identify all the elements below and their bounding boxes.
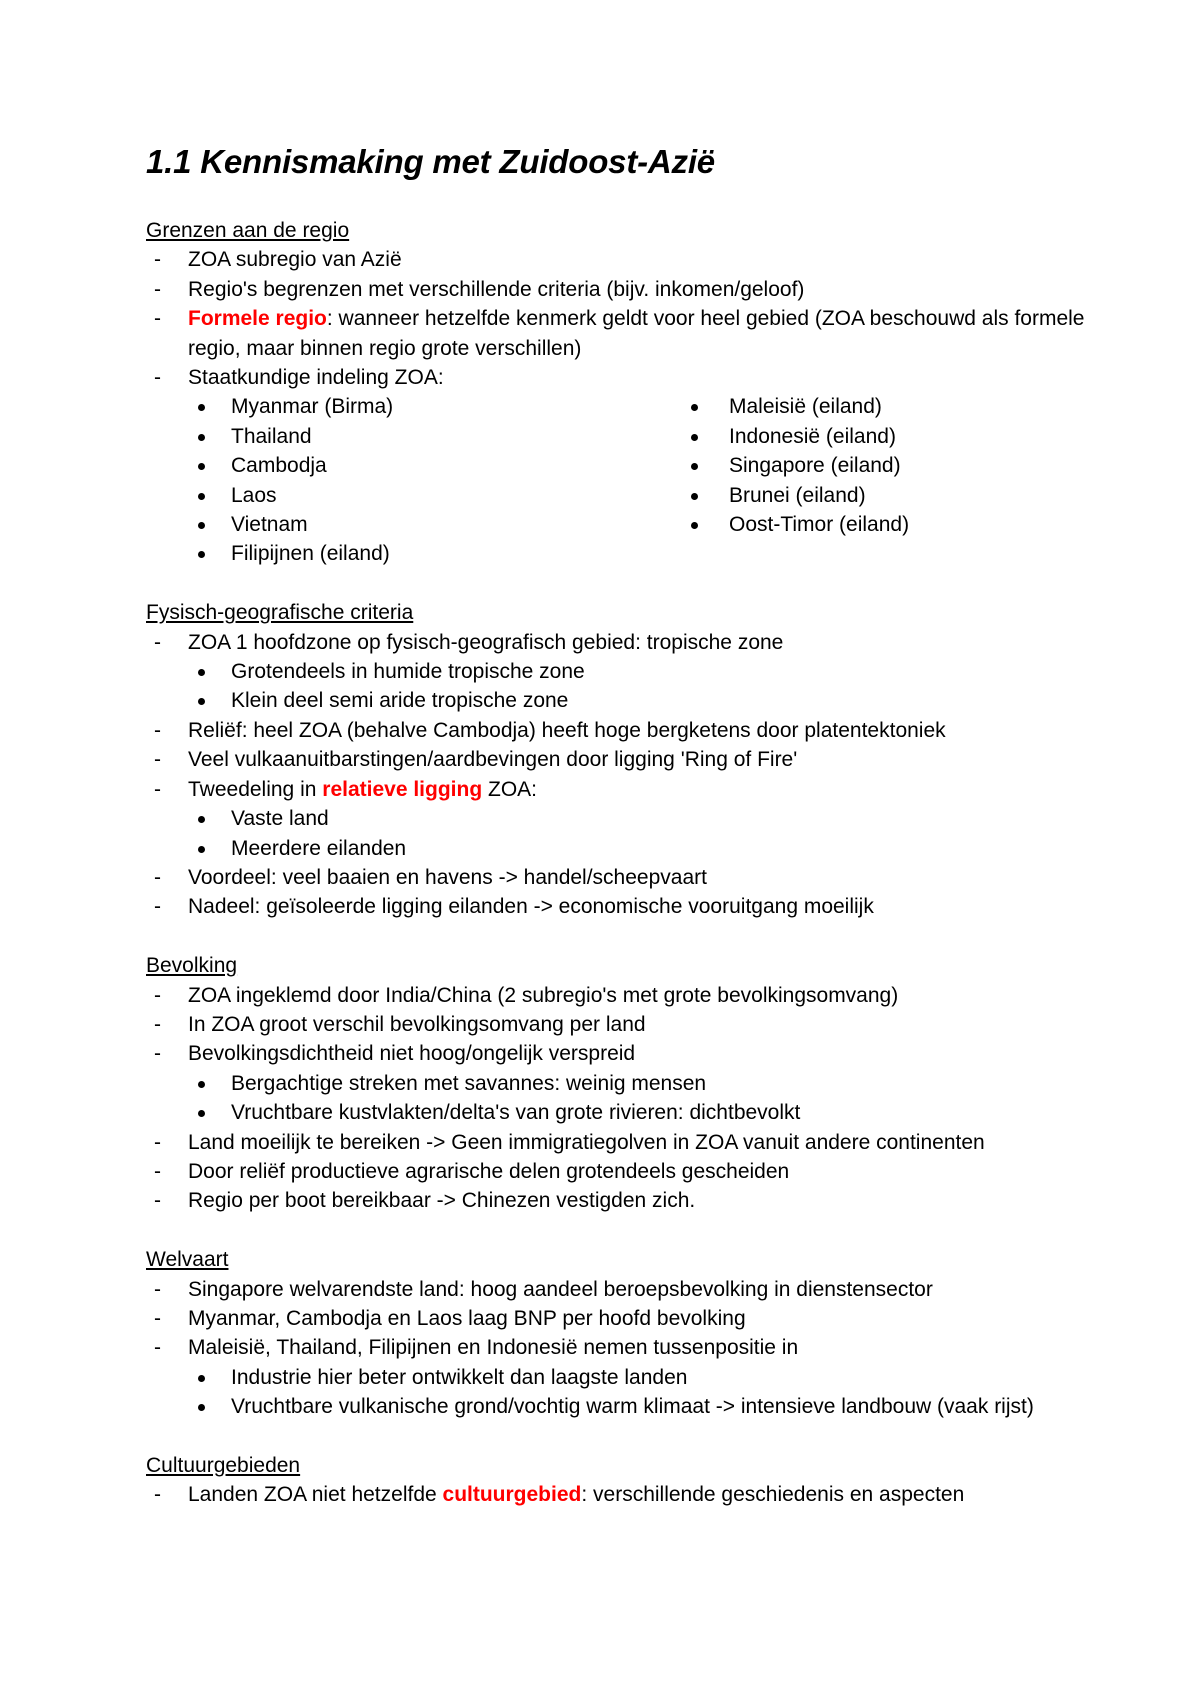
section-bevolking (146, 951, 1096, 1216)
section-heading: Grenzen aan de regio (146, 219, 350, 242)
page-title: 1.1 Kennismaking met Zuidoost-Azië (146, 143, 715, 180)
list-item: - ZOA 1 hoofdzone op fysisch-geografisch gebied: tropische zone (146, 628, 1096, 657)
list-item: - Myanmar, Cambodja en Laos laag BNP per hoofd bevolking (146, 1304, 1096, 1333)
list-item: - Regio per boot bereikbaar -> Chinezen vestigden zich. (146, 1186, 1096, 1215)
section-grenzen (146, 216, 1096, 569)
bullet-item: Indonesië (eiland) (639, 422, 1089, 451)
section-heading: Welvaart (146, 1248, 229, 1272)
section-cultuur (146, 1451, 1096, 1510)
list-item: - Maleisië, Thailand, Filipijnen en Indonesië nemen tussenpositie in (146, 1333, 1096, 1362)
bullet-item: Singapore (eiland) (639, 451, 1089, 480)
list-item: - Staatkundige indeling ZOA: (146, 363, 1096, 392)
list-item: - In ZOA groot verschil bevolkingsomvang per land (146, 1010, 1096, 1039)
list-item: - Door reliëf productieve agrarische delen grotendeels gescheiden (146, 1157, 1096, 1186)
bullet-item: Vietnam (146, 510, 639, 539)
bullet-item: Laos (146, 481, 639, 510)
document-body (146, 216, 1096, 1539)
list-item: - Nadeel: geïsoleerde ligging eilanden -> economische vooruitgang moeilijk (146, 892, 1096, 921)
list-item-text: ZOA: (482, 777, 537, 801)
bullet-item: Myanmar (Birma) (146, 392, 639, 421)
list-item: - Voordeel: veel baaien en havens -> handel/scheepvaart (146, 863, 1096, 892)
section-welvaart (146, 1245, 1096, 1421)
bullet-item: Grotendeels in humide tropische zone (146, 657, 1096, 686)
list-item: - ZOA ingeklemd door India/China (2 subregio's met grote bevolkingsomvang) (146, 981, 1096, 1010)
bullet-item: Industrie hier beter ontwikkelt dan laagste landen (146, 1363, 1096, 1392)
bullet-item: Maleisië (eiland) (639, 392, 1089, 421)
list-item (146, 304, 1096, 363)
bullet-item: Brunei (eiland) (639, 481, 1089, 510)
bullet-item: Oost-Timor (eiland) (639, 510, 1089, 539)
highlighted-term: cultuurgebied (442, 1483, 582, 1507)
list-item: - Reliëf: heel ZOA (behalve Cambodja) heeft hoge bergketens door platentektoniek (146, 716, 1096, 745)
country-column-right (639, 392, 1089, 568)
section-heading: Fysisch-geografische criteria (146, 601, 414, 625)
list-item: - Bevolkingsdichtheid niet hoog/ongelijk verspreid (146, 1039, 1096, 1068)
list-item-text: Landen ZOA niet hetzelfde (188, 1483, 443, 1507)
list-item (146, 775, 1096, 804)
highlighted-term: relatieve ligging (322, 777, 483, 801)
list-item-text: Tweedeling in (188, 777, 323, 801)
list-item (146, 1480, 1096, 1509)
bullet-item: Klein deel semi aride tropische zone (146, 686, 1096, 715)
list-item: - Singapore welvarendste land: hoog aandeel beroepsbevolking in dienstensector (146, 1275, 1096, 1304)
section-heading: Bevolking (146, 954, 238, 978)
bullet-item: Thailand (146, 422, 639, 451)
list-item: - Land moeilijk te bereiken -> Geen immigratiegolven in ZOA vanuit andere continenten (146, 1128, 1096, 1157)
bullet-item: Vaste land (146, 804, 1096, 833)
section-heading: Cultuurgebieden (146, 1454, 301, 1477)
bullet-item: Cambodja (146, 451, 639, 480)
list-item: - Veel vulkaanuitbarstingen/aardbevingen door ligging 'Ring of Fire' (146, 745, 1096, 774)
list-item-text: : wanneer hetzelfde kenmerk geldt voor heel gebied (ZOA beschouwd als formele regio, maar binnen regio grote verschillen) (188, 307, 1085, 360)
bullet-item: Vruchtbare kustvlakten/delta's van grote rivieren: dichtbevolkt (146, 1098, 1096, 1127)
country-columns (146, 392, 1096, 568)
list-item: - Regio's begrenzen met verschillende criteria (bijv. inkomen/geloof) (146, 275, 1096, 304)
list-item-text: : verschillende geschiedenis en aspecten (581, 1483, 965, 1507)
section-fysisch (146, 598, 1096, 921)
bullet-item: Vruchtbare vulkanische grond/vochtig warm klimaat -> intensieve landbouw (vaak rijst) (146, 1392, 1096, 1421)
list-item: - ZOA subregio van Azië (146, 245, 1096, 274)
bullet-item: Bergachtige streken met savannes: weinig mensen (146, 1069, 1096, 1098)
bullet-item: Meerdere eilanden (146, 834, 1096, 863)
highlighted-term: Formele regio (188, 307, 327, 331)
bullet-item: Filipijnen (eiland) (146, 539, 639, 568)
country-column-left (146, 392, 639, 568)
